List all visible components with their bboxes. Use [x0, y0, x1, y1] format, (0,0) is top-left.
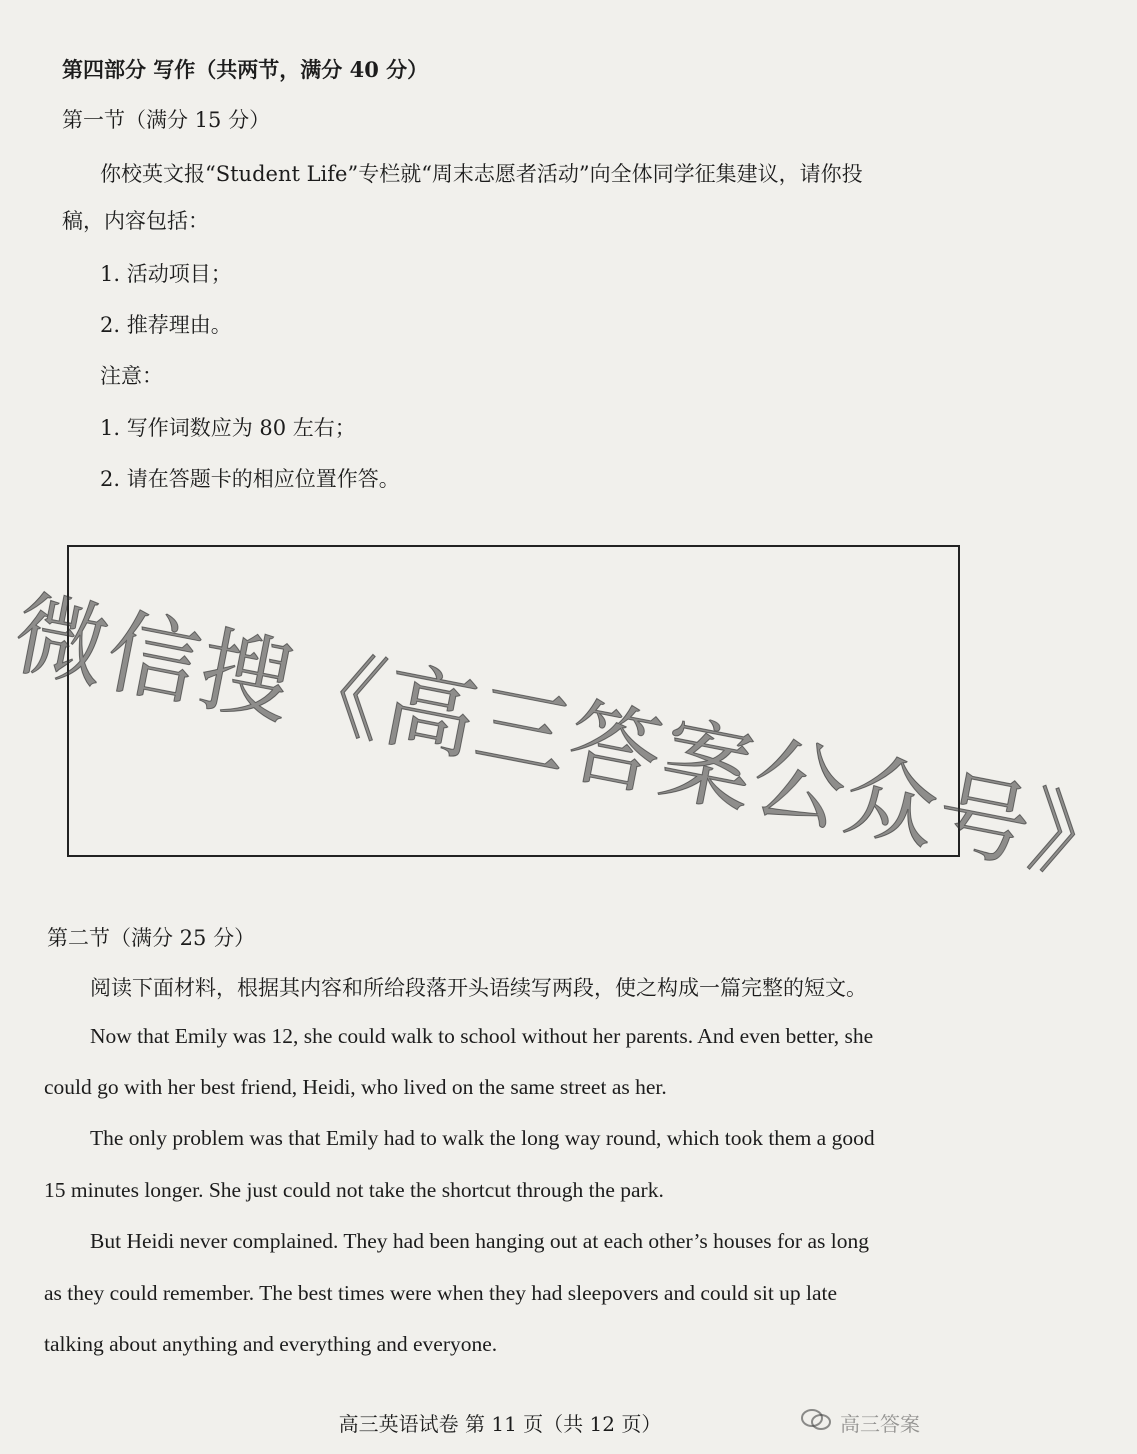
part1-heading: 第一节（满分 15 分） — [62, 108, 271, 132]
page-footer: 高三英语试卷 第 11 页（共 12 页） — [338, 1412, 662, 1436]
section-heading: 第四部分 写作（共两节，满分 40 分） — [62, 57, 429, 82]
part2-instruction: 阅读下面材料，根据其内容和所给段落开头语续写两段，使之构成一篇完整的短文。 — [90, 976, 867, 1000]
logo-text: 高三答案 — [840, 1412, 920, 1436]
part1-note-2: 2. 请在答题卡的相应位置作答。 — [100, 467, 400, 491]
story-para1-line2: could go with her best friend, Heidi, who lived on the same street as her. — [44, 1075, 667, 1099]
wechat-icon — [800, 1408, 832, 1430]
story-para2-line2: 15 minutes longer. She just could not take the shortcut through the park. — [44, 1178, 664, 1202]
logo — [800, 1378, 970, 1448]
story-para3-line2: as they could remember. The best times were when they had sleepovers and could sit up late — [44, 1281, 838, 1305]
part2-heading: 第二节（满分 25 分） — [47, 926, 256, 950]
watermark: 微信搜《高三答案公众号》 — [5, 579, 1134, 900]
part1-notes-label: 注意： — [100, 364, 163, 388]
story-para3-line3: talking about anything and everything and everyone. — [44, 1332, 498, 1356]
part1-item-2: 2. 推荐理由。 — [100, 313, 232, 337]
part1-note-1: 1. 写作词数应为 80 左右； — [100, 416, 356, 440]
story-para3-line1: But Heidi never complained. They had been hanging out at each other’s houses for as long — [90, 1229, 869, 1253]
part1-intro-line1: 你校英文报“Student Life”专栏就“周末志愿者活动”向全体同学征集建议，请你投 — [100, 162, 863, 186]
part1-item-1: 1. 活动项目； — [100, 262, 232, 286]
story-para1-line1: Now that Emily was 12, she could walk to school without her parents. And even better, she — [90, 1024, 874, 1048]
story-para2-line1: The only problem was that Emily had to walk the long way round, which took them a good — [90, 1126, 875, 1150]
part1-intro-line2: 稿，内容包括： — [62, 209, 209, 233]
